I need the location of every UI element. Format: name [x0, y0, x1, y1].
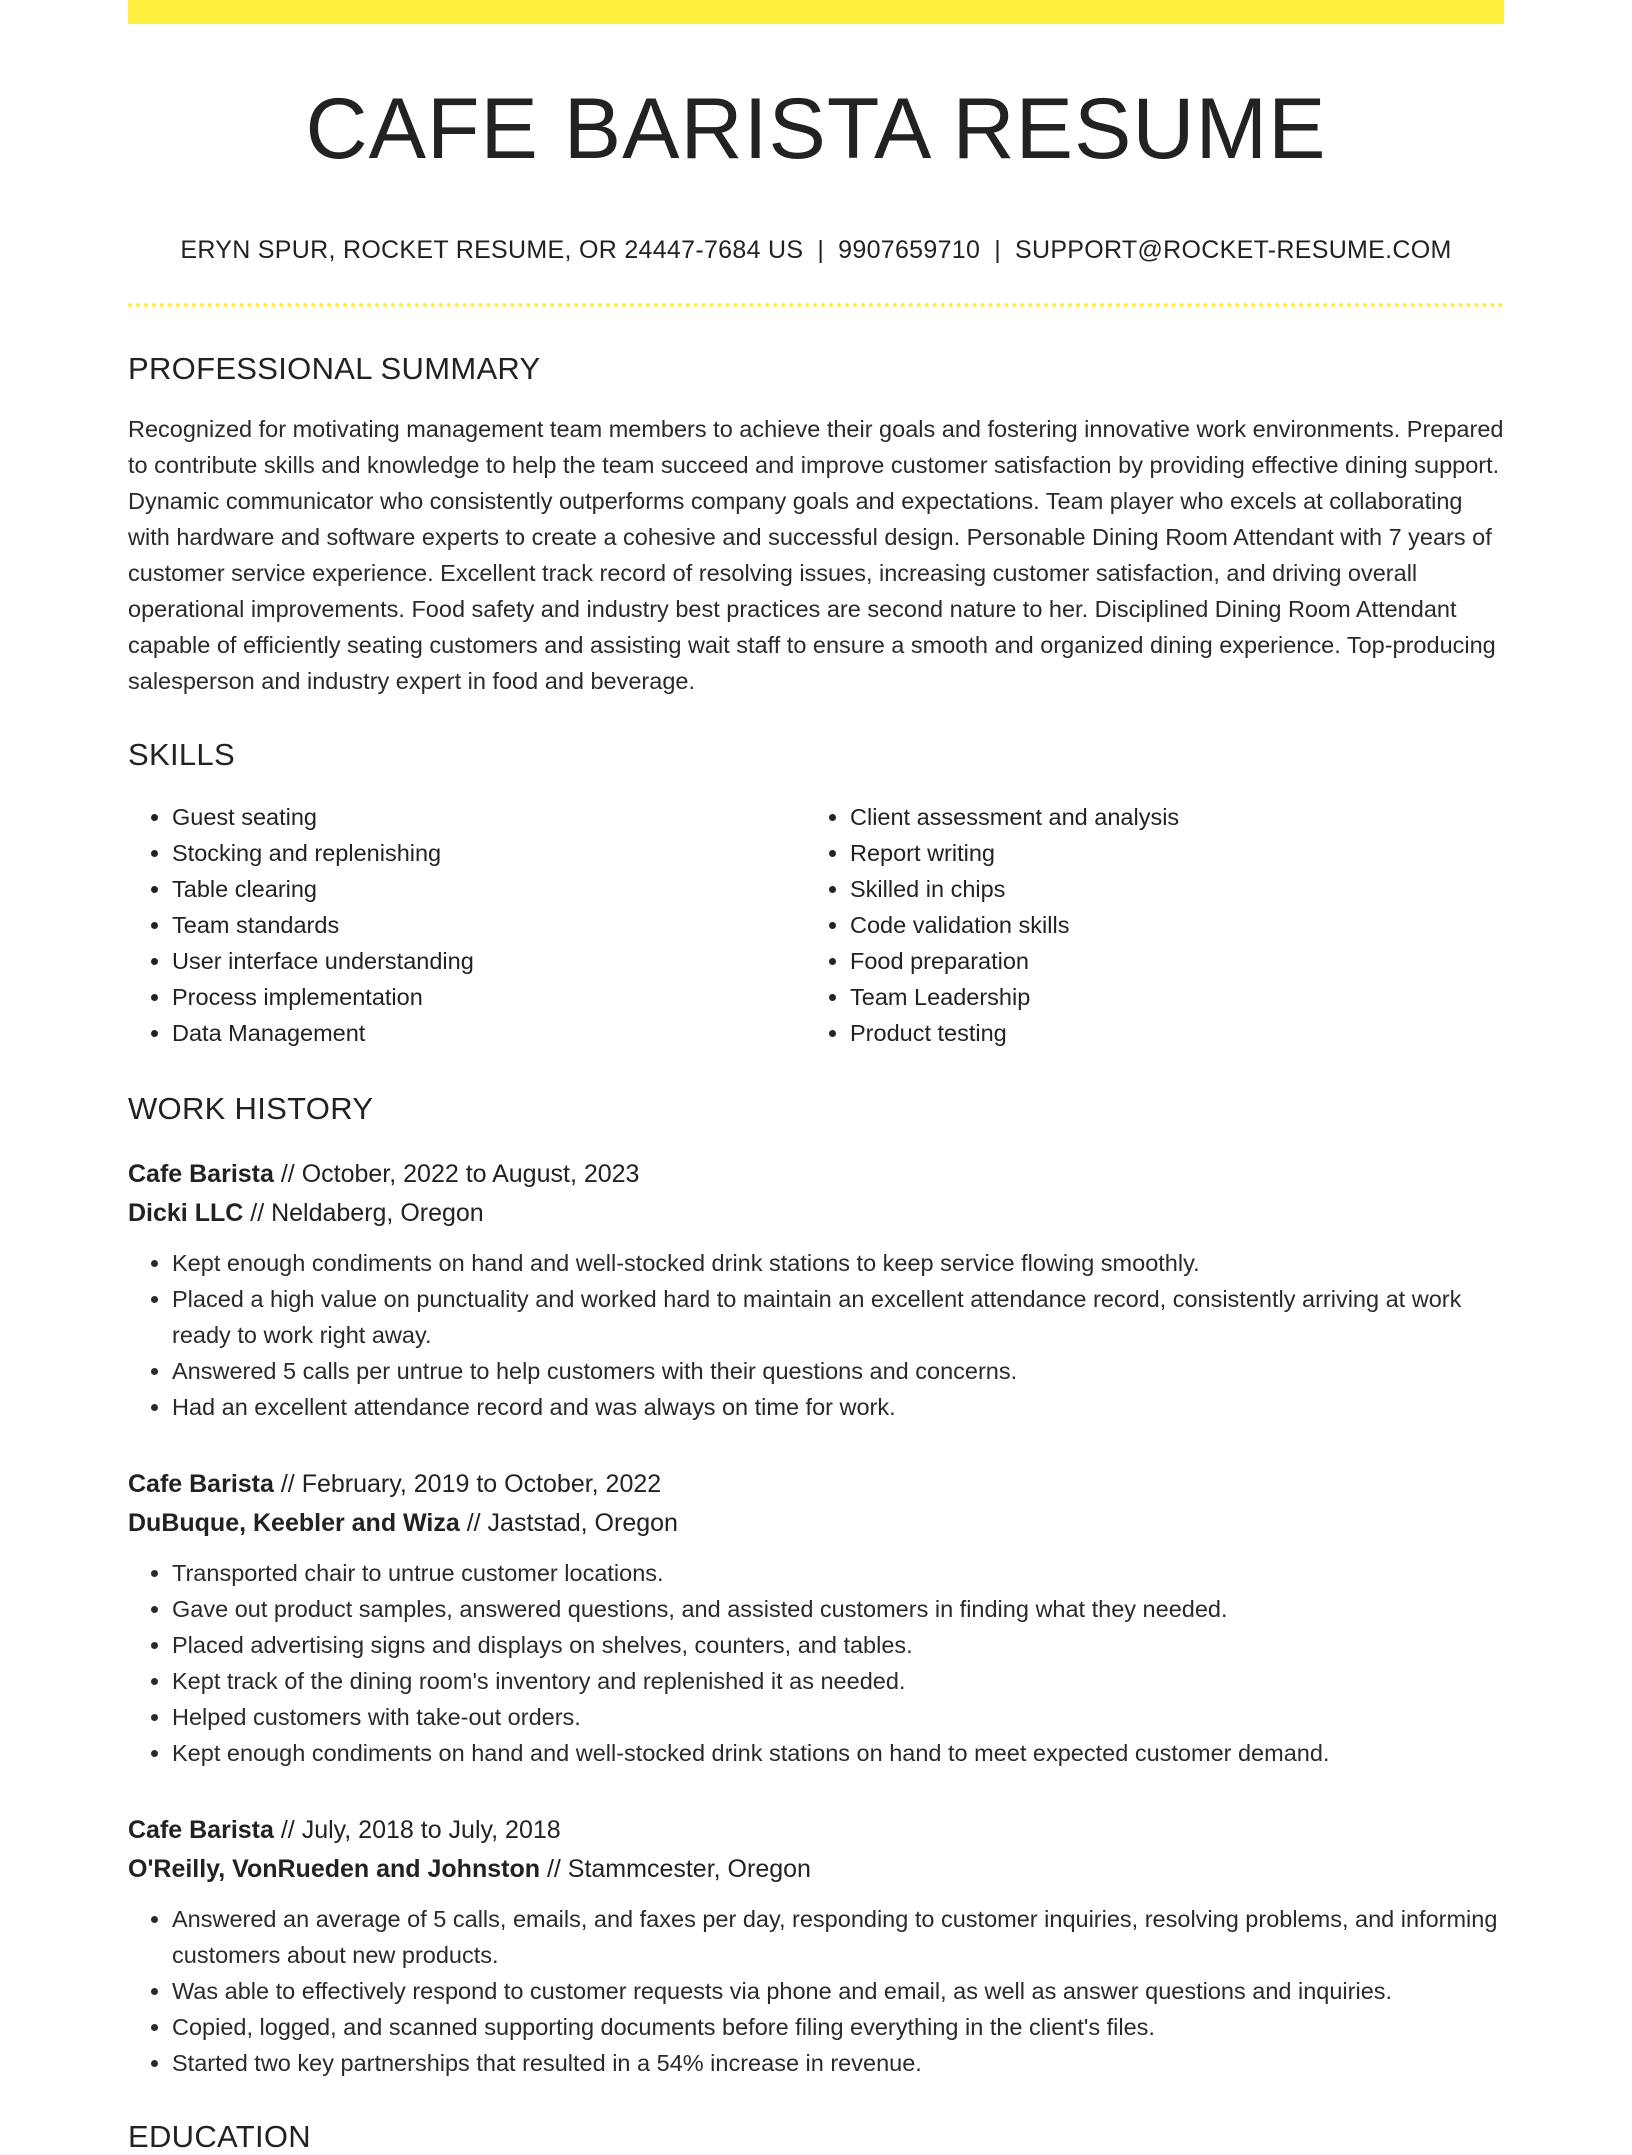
- job-bullet: • Kept enough condiments on hand and well-stocked drink stations to keep service flowing smoothly.: [172, 1245, 1504, 1281]
- job-bullet: • Answered 5 calls per untrue to help customers with their questions and concerns.: [172, 1353, 1504, 1389]
- job-bullet: • Copied, logged, and scanned supporting documents before filing everything in the client's files.: [172, 2009, 1504, 2045]
- contact-email: SUPPORT@ROCKET-RESUME.COM: [1015, 236, 1452, 265]
- job-bullet: • Placed a high value on punctuality and worked hard to maintain an excellent attendance record, consistently arriving at work ready to work right away.: [172, 1281, 1504, 1353]
- contact-address: ERYN SPUR, ROCKET RESUME, OR 24447-7684 US: [180, 236, 804, 265]
- skill-item: • Skilled in chips: [850, 871, 1484, 907]
- accent-top-bar: [128, 0, 1504, 24]
- skill-item: • Client assessment and analysis: [850, 799, 1484, 835]
- job-entry: [128, 1155, 1504, 1425]
- job-title-line: [128, 1811, 1504, 1850]
- summary-text: Recognized for motivating management team members to achieve their goals and fostering innovative work environments. Prepared to contribute skills and knowledge to help the team succeed and improve customer satisfaction by providing effective dining support. Dynamic communicator who consistently outperforms company goals and expectations. Team player who excels at collaborating with hardware and software experts to create a cohesive and successful design. Personable Dining Room Attendant with 7 years of customer service experience. Excellent track record of resolving issues, increasing customer satisfaction, and driving overall operational improvements. Food safety and industry best practices are second nature to her. Disciplined Dining Room Attendant capable of efficiently seating customers and assisting wait staff to ensure a smooth and organized dining experience. Top-producing salesperson and industry expert in food and beverage.: [128, 416, 1504, 695]
- skills-heading: SKILLS: [128, 737, 235, 773]
- job-bullet: • Gave out product samples, answered questions, and assisted customers in finding what they needed.: [172, 1591, 1504, 1627]
- skill-item: • Team standards: [172, 907, 806, 943]
- job-title-line: [128, 1155, 1504, 1194]
- job-bullet: • Had an excellent attendance record and was always on time for work.: [172, 1389, 1504, 1425]
- job-bullets: [128, 1901, 1504, 2081]
- job-bullets: [128, 1555, 1504, 1771]
- job-title: Cafe Barista: [128, 1160, 274, 1189]
- job-bullet: • Placed advertising signs and displays on shelves, counters, and tables.: [172, 1627, 1504, 1663]
- work-history-heading: WORK HISTORY: [128, 1091, 374, 1127]
- job-dates: // October, 2022 to August, 2023: [273, 1160, 640, 1189]
- job-company-line: [128, 1850, 1504, 1889]
- skill-item: • Product testing: [850, 1015, 1484, 1051]
- contact-line: [128, 236, 1504, 265]
- job-company-line: [128, 1504, 1504, 1543]
- job-bullet: • Kept track of the dining room's inventory and replenished it as needed.: [172, 1663, 1504, 1699]
- skills-list-left: [128, 799, 806, 1051]
- job-bullets: [128, 1245, 1504, 1425]
- job-bullet: • Transported chair to untrue customer locations.: [172, 1555, 1504, 1591]
- skill-item: • Code validation skills: [850, 907, 1484, 943]
- contact-phone: 9907659710: [838, 236, 981, 265]
- resume-page: [128, 0, 1504, 2155]
- job-bullet: • Started two key partnerships that resulted in a 54% increase in revenue.: [172, 2045, 1504, 2081]
- contact-separator: |: [817, 236, 825, 265]
- job-bullet: • Helped customers with take-out orders.: [172, 1699, 1504, 1735]
- skill-item: • Stocking and replenishing: [172, 835, 806, 871]
- education-heading: EDUCATION: [128, 2119, 311, 2155]
- job-title: Cafe Barista: [128, 1470, 274, 1499]
- job-bullet: • Was able to effectively respond to customer requests via phone and email, as well as answer questions and inquiries.: [172, 1973, 1504, 2009]
- job-location: // Neldaberg, Oregon: [243, 1199, 484, 1228]
- summary-heading: PROFESSIONAL SUMMARY: [128, 351, 541, 387]
- skill-item: • Guest seating: [172, 799, 806, 835]
- skills-list-right: [806, 799, 1484, 1051]
- skill-item: • Table clearing: [172, 871, 806, 907]
- skill-item: • Report writing: [850, 835, 1484, 871]
- resume-title: CAFE BARISTA RESUME: [305, 81, 1327, 177]
- job-company: Dicki LLC: [128, 1199, 244, 1228]
- job-dates: // July, 2018 to July, 2018: [273, 1816, 561, 1845]
- skill-item: • Food preparation: [850, 943, 1484, 979]
- skill-item: • Team Leadership: [850, 979, 1484, 1015]
- job-company: O'Reilly, VonRueden and Johnston: [128, 1855, 540, 1884]
- job-bullet: • Kept enough condiments on hand and well-stocked drink stations on hand to meet expected customer demand.: [172, 1735, 1504, 1771]
- job-entry: [128, 1811, 1504, 2081]
- skill-item: • Data Management: [172, 1015, 806, 1051]
- job-bullet: • Answered an average of 5 calls, emails, and faxes per day, responding to customer inquiries, resolving problems, and informing customers about new products.: [172, 1901, 1504, 1973]
- skills-columns: [128, 799, 1504, 1051]
- skill-item: • Process implementation: [172, 979, 806, 1015]
- dotted-divider: [128, 303, 1504, 307]
- job-location: // Stammcester, Oregon: [540, 1855, 811, 1884]
- job-company: DuBuque, Keebler and Wiza: [128, 1509, 460, 1538]
- job-location: // Jaststad, Oregon: [459, 1509, 678, 1538]
- job-entry: [128, 1465, 1504, 1771]
- job-title-line: [128, 1465, 1504, 1504]
- job-company-line: [128, 1194, 1504, 1233]
- job-dates: // February, 2019 to October, 2022: [273, 1470, 662, 1499]
- contact-separator: |: [994, 236, 1001, 265]
- job-title: Cafe Barista: [128, 1816, 274, 1845]
- skill-item: • User interface understanding: [172, 943, 806, 979]
